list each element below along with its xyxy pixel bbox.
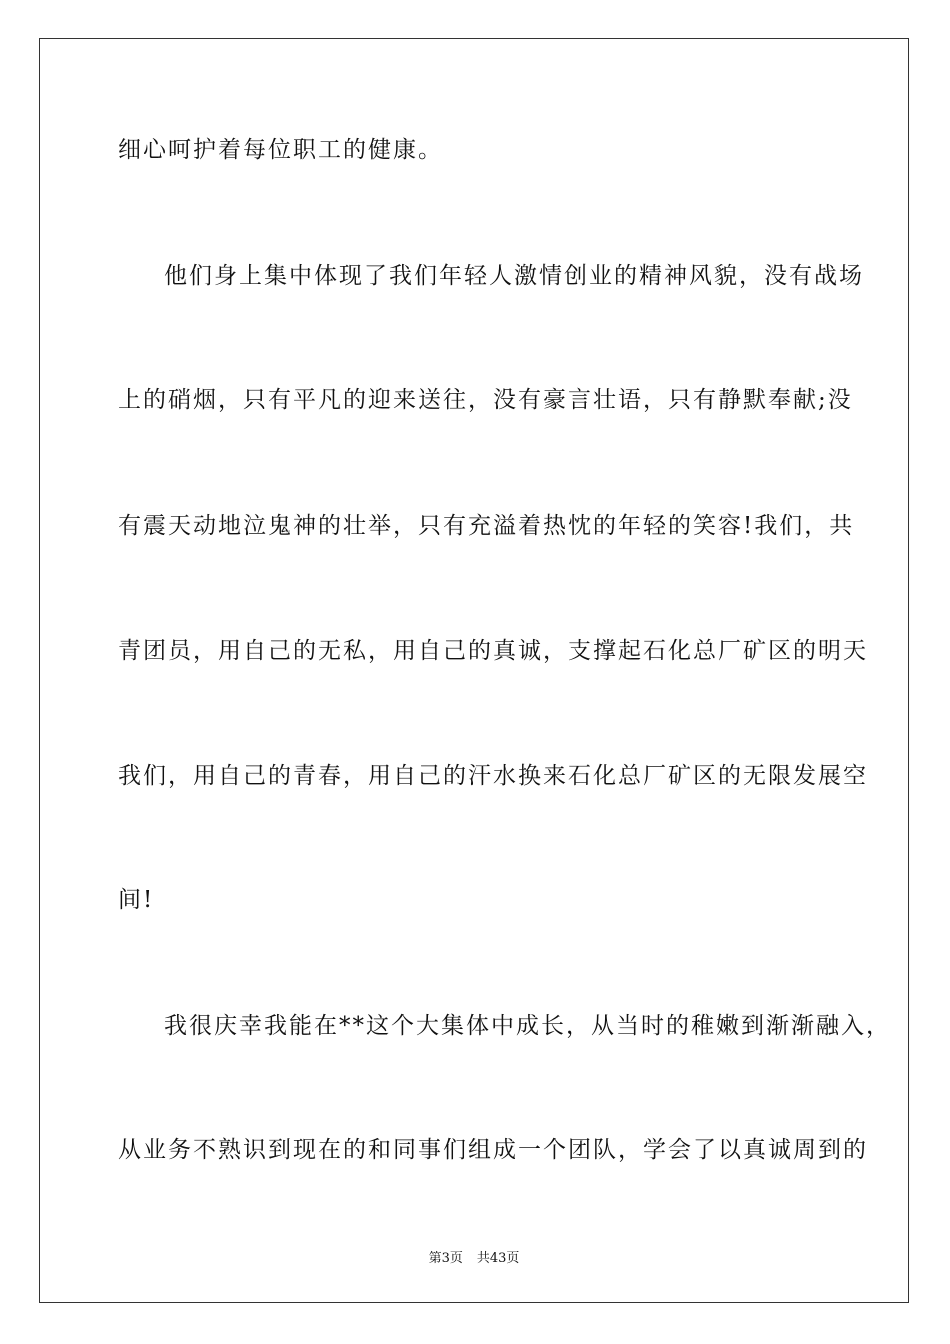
text-line-9: 从业务不熟识到现在的和同事们组成一个团队，学会了以真诚周到的 (118, 1137, 868, 1163)
text-line-6: 我们，用自己的青春，用自己的汗水换来石化总厂矿区的无限发展空 (118, 763, 868, 789)
text-line-2: 他们身上集中体现了我们年轻人激情创业的精神风貌，没有战场 (164, 263, 864, 289)
page-total: 共43页 (476, 1251, 520, 1266)
text-line-3: 上的硝烟，只有平凡的迎来送往，没有豪言壮语，只有静默奉献;没 (118, 387, 853, 413)
text-line-7: 间! (118, 887, 155, 913)
text-line-5: 青团员，用自己的无私，用自己的真诚，支撑起石化总厂矿区的明天 (118, 638, 868, 664)
page-number: 第3页 (428, 1251, 463, 1266)
document-page (39, 38, 909, 1303)
text-line-8: 我很庆幸我能在**这个大集体中成长，从当时的稚嫩到渐渐融入， (164, 1013, 891, 1039)
page-footer (40, 1247, 908, 1266)
text-line-1: 细心呵护着每位职工的健康。 (118, 137, 443, 163)
text-line-4: 有震天动地泣鬼神的壮举，只有充溢着热忱的年轻的笑容!我们，共 (118, 513, 855, 539)
